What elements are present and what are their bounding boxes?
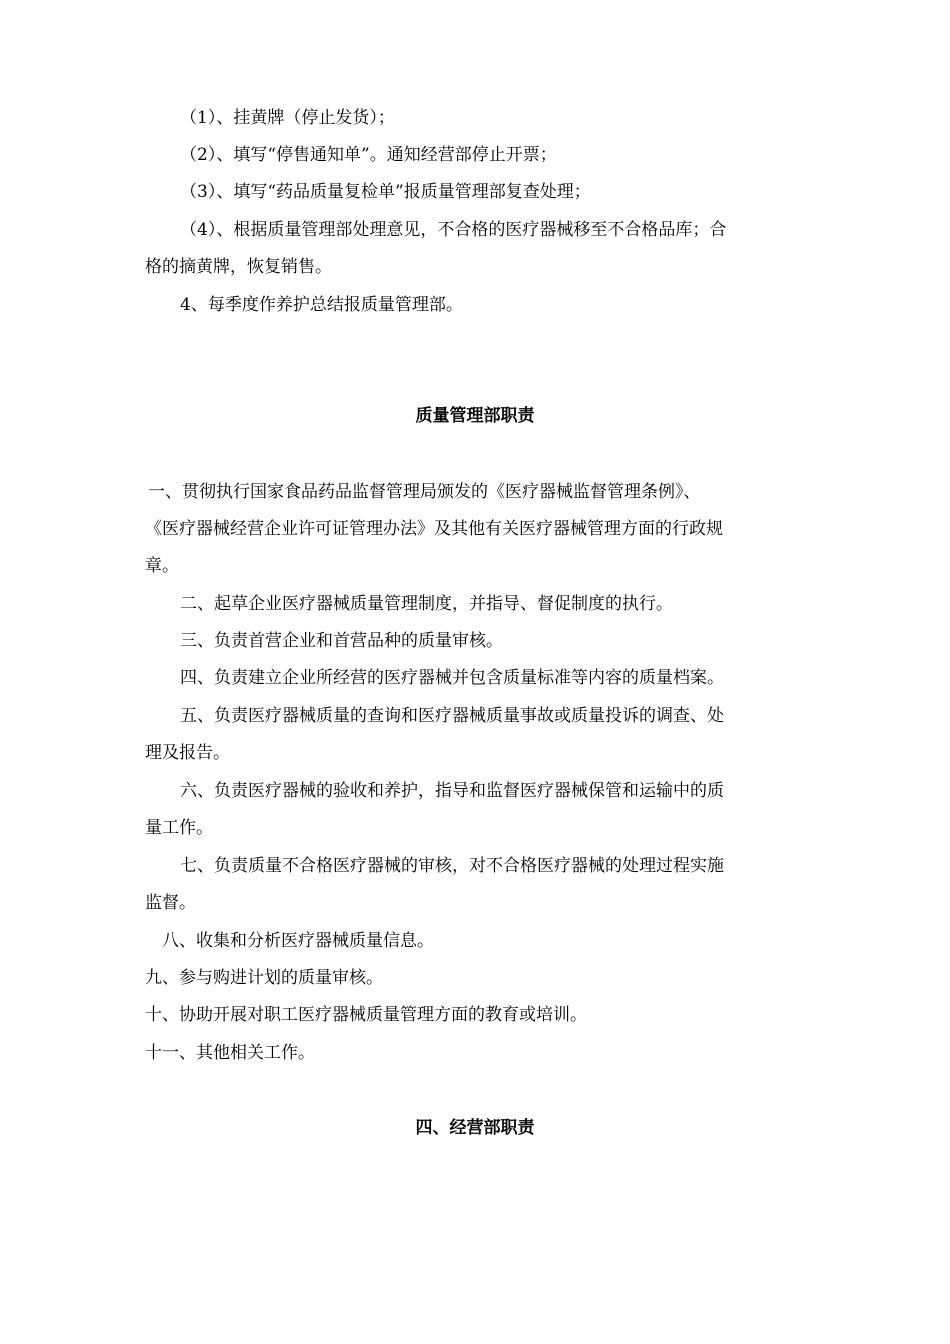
duty-1: 一、贯彻执行国家食品药品监督管理局颁发的《医疗器械监督管理条例》、: [148, 482, 701, 502]
item-handling-opinion-cont: 格的摘黄牌，恢复销售。: [145, 257, 332, 277]
duty-5-cont: 理及报告。: [145, 743, 230, 763]
duty-11: 十一、其他相关工作。: [145, 1043, 315, 1063]
duty-6: 六、负责医疗器械的验收和养护，指导和监督医疗器械保管和运输中的质: [180, 781, 724, 801]
duty-7-cont: 监督。: [145, 893, 196, 913]
item-handling-opinion: （4）、根据质量管理部处理意见，不合格的医疗器械移至不合格品库；合: [180, 220, 727, 240]
duty-8: 八、收集和分析医疗器械质量信息。: [162, 931, 434, 951]
duty-7: 七、负责质量不合格医疗器械的审核，对不合格医疗器械的处理过程实施: [180, 856, 724, 876]
duty-2: 二、起草企业医疗器械质量管理制度，并指导、督促制度的执行。: [180, 594, 673, 614]
item-fill-stop-sale-notice: （2）、填写“停售通知单”。通知经营部停止开票；: [180, 145, 557, 165]
heading-sales-dept-duties: 四、经营部职责: [415, 1118, 535, 1138]
item-quarterly-summary: 4、每季度作养护总结报质量管理部。: [180, 295, 463, 315]
item-fill-recheck-form: （3）、填写“药品质量复检单”报质量管理部复查处理；: [180, 182, 591, 202]
duty-9: 九、参与购进计划的质量审核。: [145, 968, 383, 988]
duty-4: 四、负责建立企业所经营的医疗器械并包含质量标准等内容的质量档案。: [180, 668, 724, 688]
duty-1-cont: 《医疗器械经营企业许可证管理办法》及其他有关医疗器械管理方面的行政规: [145, 519, 723, 539]
duty-1-cont-2: 章。: [145, 556, 179, 576]
heading-quality-dept-duties: 质量管理部职责: [415, 406, 535, 426]
duty-5: 五、负责医疗器械质量的查询和医疗器械质量事故或质量投诉的调查、处: [180, 706, 724, 726]
duty-10: 十、协助开展对职工医疗器械质量管理方面的教育或培训。: [145, 1005, 587, 1025]
duty-3: 三、负责首营企业和首营品种的质量审核。: [180, 631, 503, 651]
item-hang-yellow-tag: （1）、挂黄牌（停止发货）；: [180, 108, 395, 128]
duty-6-cont: 量工作。: [145, 818, 213, 838]
